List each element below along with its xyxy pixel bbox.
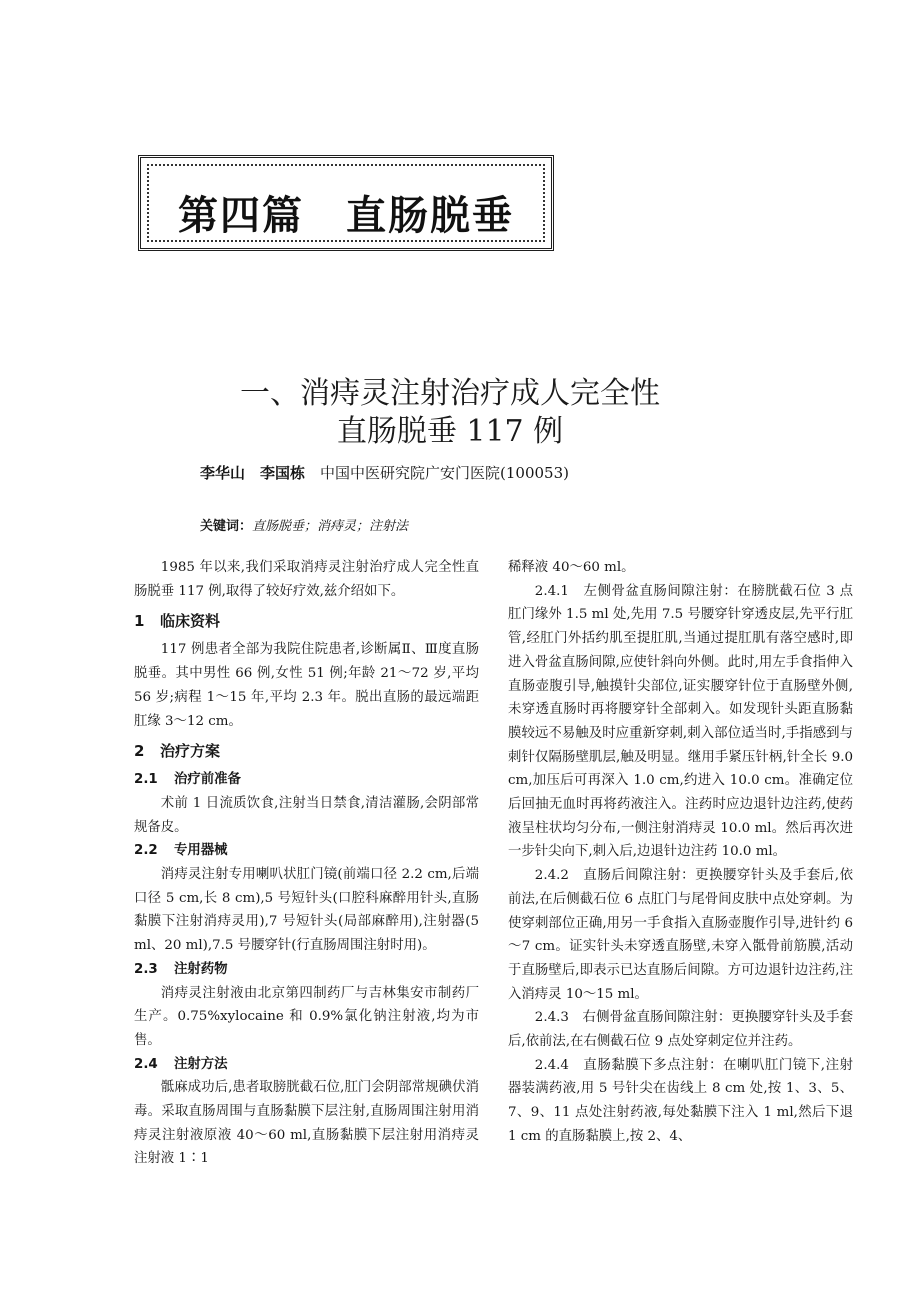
- author-names: 李华山 李国栋: [200, 464, 306, 482]
- section-2-4-3-paragraph: 2.4.3 右侧骨盆直肠间隙注射：更换腰穿针头及手套后,依前法,在右侧截石位 9 点处穿刺定位并注药。: [508, 1010, 853, 1050]
- right-column: [508, 556, 853, 1149]
- section-2-4-4-paragraph: 2.4.4 直肠黏膜下多点注射：在喇叭肛门镜下,注射器装满药液,用 5 号针尖在齿线上 8 cm 处,按 1、3、5、7、9、11 点处注射药液,每处黏膜下注入 1 ml,然后下退 1 cm 的直肠黏膜上,按 2、4、: [508, 1057, 853, 1144]
- article-title-line-1: 一、消痔灵注射治疗成人完全性: [240, 376, 660, 411]
- chapter-title: 第四篇 直肠脱垂: [178, 193, 514, 239]
- section-1-heading: 1 临床资料: [134, 612, 221, 631]
- section-2-4-continuation: 稀释液 40～60 ml。: [508, 560, 635, 575]
- section-2-1-heading: 2.1 治疗前准备: [134, 772, 241, 788]
- author-line: [200, 462, 569, 483]
- section-2-4-heading: 2.4 注射方法: [134, 1056, 228, 1072]
- section-2-3-paragraph: 消痔灵注射液由北京第四制药厂与吉林集安市制药厂生产。0.75%xylocaine 和 0.9%氯化钠注射液,均为市售。: [134, 985, 479, 1048]
- keywords-text: 直肠脱垂；消痔灵；注射法: [252, 519, 409, 534]
- keywords-line: [200, 515, 408, 534]
- article-title-line-2: 直肠脱垂 117 例: [336, 414, 564, 449]
- section-2-4-2-paragraph: 2.4.2 直肠后间隙注射：更换腰穿针头及手套后,依前法,在后侧截石位 6 点肛门与尾骨间皮肤中点处穿刺。为使穿刺部位正确,用另一手食指入直肠壶腹作引导,进针约 6～7 cm。证实针头未穿透直肠壁,未穿入骶骨前筋膜,活动于直肠壁后,即表示已达直肠后间隙。方可边退针边注药,注入消痔灵 10～15 ml。: [508, 868, 853, 1002]
- intro-paragraph: 1985 年以来,我们采取消痔灵注射治疗成人完全性直肠脱垂 117 例,取得了较好疗效,兹介绍如下。: [134, 560, 479, 599]
- section-1-paragraph: 117 例患者全部为我院住院患者,诊断属Ⅱ、Ⅲ度直肠脱垂。其中男性 66 例,女性 51 例;年龄 21～72 岁,平均 56 岁;病程 1～15 年,平均 2.3 年。脱出直肠的最远端距肛缘 3～12 cm。: [134, 642, 479, 729]
- section-2-3-heading: 2.3 注射药物: [134, 961, 228, 977]
- section-2-4-1-paragraph: 2.4.1 左侧骨盆直肠间隙注射：在膀胱截石位 3 点肛门缘外 1.5 ml 处,先用 7.5 号腰穿针穿透皮层,先平行肛管,经肛门外括约肌至提肛肌,当通过提肛肌有落空感时,即进入骨盆直肠间隙,应使针斜向外侧。此时,用左手食指伸入直肠壶腹引导,触摸针尖部位,证实腰穿针位于直肠壁外侧,未穿透直肠时再将腰穿针全部刺入。如发现针头距直肠黏膜较远不易触及时应重新穿刺,刺入部位适当时,手指感到与刺针仅隔肠壁肌层,触及明显。继用手紧压针柄,针全长 9.0 cm,加压后可再深入 1.0 cm,约进入 10.0 cm。准确定位后回抽无血时再将药液注入。注药时应边退针边注药,使药液呈柱状均匀分布,一侧注射消痔灵 10.0 ml。然后再次进一步针尖向下,刺入后,边退针边注药 10.0 ml。: [508, 583, 853, 860]
- section-2-heading: 2 治疗方案: [134, 742, 221, 761]
- section-2-1-paragraph: 术前 1 日流质饮食,注射当日禁食,清洁灌肠,会阴部常规备皮。: [134, 795, 479, 835]
- author-affiliation: 中国中医研究院广安门医院(100053): [320, 464, 569, 482]
- left-column: [134, 556, 479, 1171]
- chapter-banner: [138, 155, 554, 251]
- section-2-2-paragraph: 消痔灵注射专用喇叭状肛门镜(前端口径 2.2 cm,后端口径 5 cm,长 8 cm),5 号短针头(口腔科麻醉用针头,直肠黏膜下注射消痔灵用),7 号短针头(局部麻醉用),注射器(5 ml、20 ml),7.5 号腰穿针(行直肠周围注射时用)。: [134, 867, 479, 954]
- section-2-4-paragraph: 骶麻成功后,患者取膀胱截石位,肛门会阴部常规碘伏消毒。采取直肠周围与直肠黏膜下层注射,直肠周围注射用消痔灵注射液原液 40～60 ml,直肠黏膜下层注射用消痔灵注射液 1∶1: [134, 1080, 479, 1167]
- section-2-2-heading: 2.2 专用器械: [134, 843, 228, 859]
- keywords-label: 关键词：: [200, 519, 253, 534]
